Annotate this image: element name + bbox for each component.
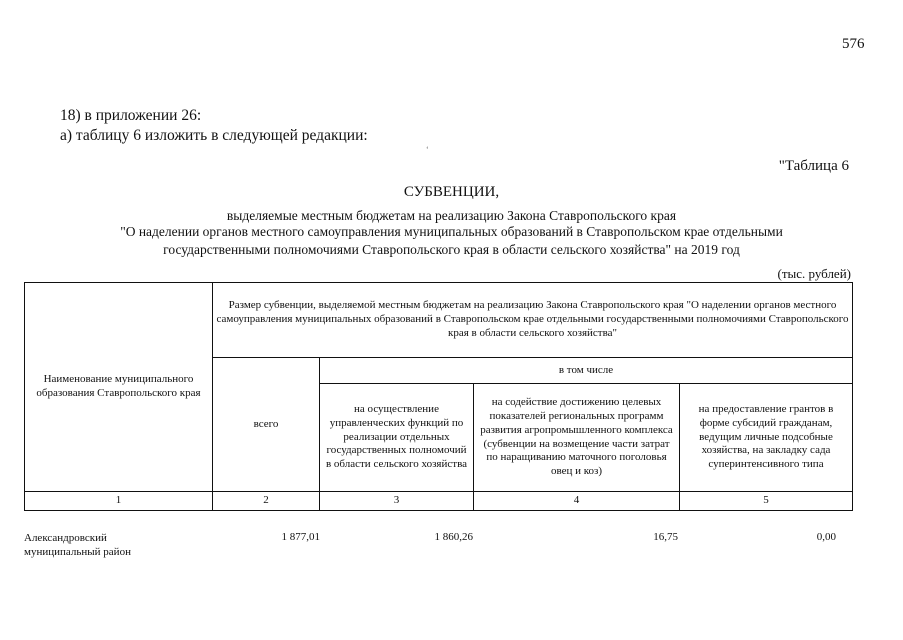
row-agro-value: 16,75 — [653, 531, 678, 543]
intro-line-1: 18) в приложении 26: — [60, 107, 202, 124]
table-label: "Таблица 6 — [778, 158, 849, 174]
subtitle-line-1: выделяемые местным бюджетам на реализацию Закона Ставропольского края — [226, 208, 677, 223]
row-municipality-name: Александровский муниципальный район — [24, 532, 131, 558]
header-subsidy-size: Размер субвенции, выделяемой местным бюджетам на реализацию Закона Ставропольского края "О наделении органов местного самоуправления муниципальных образований в Ставропольском крае отдельными государственными полномочиями Ставропольского края в области сельского хозяйства" — [213, 283, 853, 358]
header-agro-programs: на содействие достижению целевых показателей региональных программ развития агропромышленного комплекса (субвенции на возмещение части затрат по наращиванию маточного поголовья овец и коз) — [474, 384, 680, 492]
column-number: 2 — [213, 492, 320, 511]
subsidy-table — [24, 282, 853, 511]
units-label: (тыс. рублей) — [777, 266, 851, 281]
column-number: 1 — [25, 492, 213, 511]
header-total: всего — [213, 358, 320, 492]
column-number: 3 — [320, 492, 474, 511]
header-including: в том числе — [320, 358, 853, 384]
document-title: СУБВЕНЦИИ, — [403, 184, 500, 200]
column-number: 5 — [680, 492, 853, 511]
header-management-functions: на осуществление управленческих функций по реализации отдельных государственных полномочий в области сельского хозяйства — [320, 384, 474, 492]
header-grants: на предоставление грантов в форме субсидий гражданам, ведущим личные подсобные хозяйства, на закладку сада суперинтенсивного типа — [680, 384, 853, 492]
column-number: 4 — [474, 492, 680, 511]
page-number: 576 — [842, 36, 865, 52]
subtitle-line-2: "О наделении органов местного самоуправления муниципальных образований в Ставропольском крае отдельными — [120, 224, 783, 239]
scan-speck: ʻ — [426, 145, 429, 154]
subtitle-line-3: государственными полномочиями Ставропольского края в области сельского хозяйства" на 2019 год — [163, 242, 740, 257]
row-total-value: 1 877,01 — [281, 531, 320, 543]
header-municipality: Наименование муниципального образования Ставропольского края — [25, 283, 213, 492]
row-management-value: 1 860,26 — [434, 531, 473, 543]
row-grants-value: 0,00 — [816, 531, 836, 543]
intro-line-2: а) таблицу 6 изложить в следующей редакции: — [60, 127, 368, 144]
